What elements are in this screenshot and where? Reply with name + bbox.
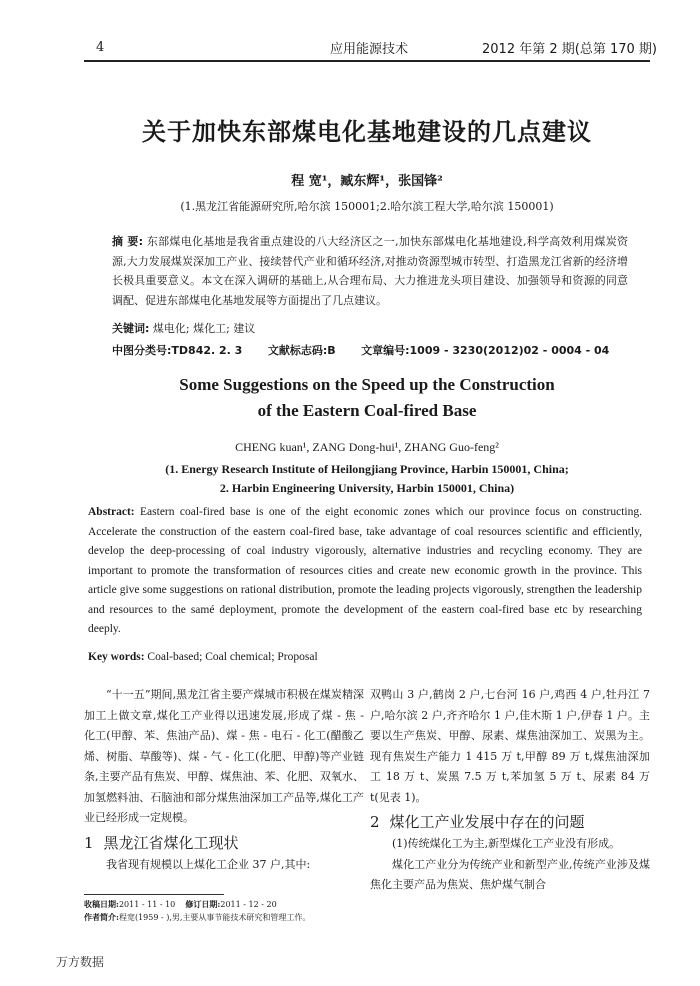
english-title-line2: of the Eastern Coal-fired Base <box>257 401 477 420</box>
document-code: 文献标志码:B <box>267 344 336 357</box>
english-keywords-label: Key words: <box>88 651 145 663</box>
body-paragraph: 双鸭山 3 户,鹤岗 2 户,七台河 16 户,鸡西 4 户,牡丹江 7 户,哈尔滨 2 户,齐齐哈尔 1 户,佳木斯 1 户,伊春 1 户。主要以生产焦炭、甲醇、尿素、煤焦油深加工、炭黑为主。现有焦炭生产能力 1 415 万 t,甲醇 89 万 t,煤焦油深加工 18 万 t、炭黑 7.5 万 t,苯加氢 5 万 t、尿素 84 万 t(见表 1)。 <box>370 688 650 804</box>
section-heading-2 <box>370 810 650 834</box>
english-authors: CHENG kuan¹, ZANG Dong-hui¹, ZHANG Guo-feng² <box>235 440 499 454</box>
chinese-abstract-label: 摘 要: <box>112 235 144 248</box>
classification-line <box>112 342 632 358</box>
chinese-affiliation: (1.黑龙江省能源研究所,哈尔滨 150001;2.哈尔滨工程大学,哈尔滨 150001) <box>180 200 554 213</box>
chinese-title: 关于加快东部煤电化基地建设的几点建议 <box>142 118 592 146</box>
english-affiliation-line2: 2. Harbin Engineering University, Harbin 150001, China) <box>219 481 515 495</box>
watermark: 万方数据 <box>56 955 105 969</box>
section-number: 1 <box>84 833 94 852</box>
english-affiliation-line1: (1. Energy Research Institute of Heilongjiang Province, Harbin 150001, China; <box>165 462 569 476</box>
clc-number: 中图分类号:TD842. 2. 3 <box>112 344 243 357</box>
article-number: 文章编号:1009 - 3230(2012)02 - 0004 - 04 <box>361 344 610 357</box>
body-left-column <box>84 685 364 875</box>
header-rule <box>84 60 650 62</box>
english-affiliation <box>84 460 650 498</box>
english-title-line1: Some Suggestions on the Speed up the Construction <box>179 375 555 394</box>
english-title <box>84 372 650 424</box>
english-abstract-label: Abstract: <box>88 506 135 518</box>
footnote-bio: 作者简介:程宽(1959 - ),男,主要从事节能技术研究和管理工作。 <box>84 912 311 922</box>
chinese-keywords <box>112 320 255 336</box>
body-paragraph: (1)传统煤化工为主,新型煤化工产业没有形成。 <box>392 837 621 850</box>
english-abstract <box>88 503 642 640</box>
chinese-authors: 程 宽¹，臧东辉¹，张国锋² <box>291 174 443 189</box>
chinese-abstract-text: 东部煤电化基地是我省重点建设的八大经济区之一,加快东部煤电化基地建设,科学高效利用煤炭资源,大力发展煤炭深加工产业、接续替代产业和循环经济,对推动资源型城市转型、打造黑龙江省新的经济增长极具重要意义。本文在深入调研的基础上,从合理布局、大力推进龙头项目建设、加强领导和资源的同意调配、促进东部煤电化基地发展等方面提出了几点建议。 <box>112 235 628 307</box>
footnote-rule <box>84 894 224 895</box>
page-number: 4 <box>96 40 105 55</box>
journal-name: 应用能源技术 <box>330 42 409 57</box>
body-paragraph: 我省现有规模以上煤化工企业 37 户,其中: <box>106 857 311 871</box>
english-abstract-text: Eastern coal-fired base is one of the eight economic zones which our province focus on constructing. Accelerate the construction of the eastern coal-fired base, take advantage of coal resources scientific and efficiently, develop the deep-processing of coal industry vigorously, alternative industries and recycling economy. They are important to promote the transformation of resources cities and create new economic growth in the province. This article give some suggestions on rational distribution, promote the leading projects vigorously, strengthen the leadership and resources to the samé deployment, promote the development of the eastern coal-fired base etc by researching deeply. <box>88 506 642 635</box>
footnote <box>84 898 364 924</box>
english-keywords <box>88 651 318 663</box>
body-right-column <box>370 685 650 896</box>
footnote-dates: 收稿日期:2011 - 11 - 10 修订日期:2011 - 12 - 20 <box>84 899 277 909</box>
chinese-keywords-label: 关键词: <box>112 322 150 335</box>
english-keywords-text: Coal-based; Coal chemical; Proposal <box>147 651 318 663</box>
section-title: 煤化工产业发展中存在的问题 <box>389 813 585 831</box>
body-paragraph: 煤化工产业分为传统产业和新型产业,传统产业涉及煤焦化主要产品为焦炭、焦炉煤气制合 <box>370 857 650 891</box>
chinese-abstract <box>112 232 628 310</box>
section-title: 黑龙江省煤化工现状 <box>103 833 239 852</box>
body-paragraph: “十一五”期间,黑龙江省主要产煤城市积极在煤炭精深加工上做文章,煤化工产业得以迅速发展,形成了煤 - 焦 - 化工(甲醇、苯、焦油产品)、煤 - 焦 - 电石 - 化工(醋酸乙烯、树脂、草酸等)、煤 - 气 - 化工(化肥、甲醇)等产业链条,主要产品有焦炭、甲醇、煤焦油、苯、化肥、双氧水、加氢燃料油、石脑油和部分煤焦油深加工产品等,煤化工产业已经形成一定规模。 <box>84 688 364 824</box>
section-heading-1 <box>84 831 364 855</box>
section-number: 2 <box>370 813 380 831</box>
chinese-keywords-text: 煤电化; 煤化工; 建议 <box>152 322 256 335</box>
journal-issue: 2012 年第 2 期(总第 170 期) <box>482 42 657 57</box>
